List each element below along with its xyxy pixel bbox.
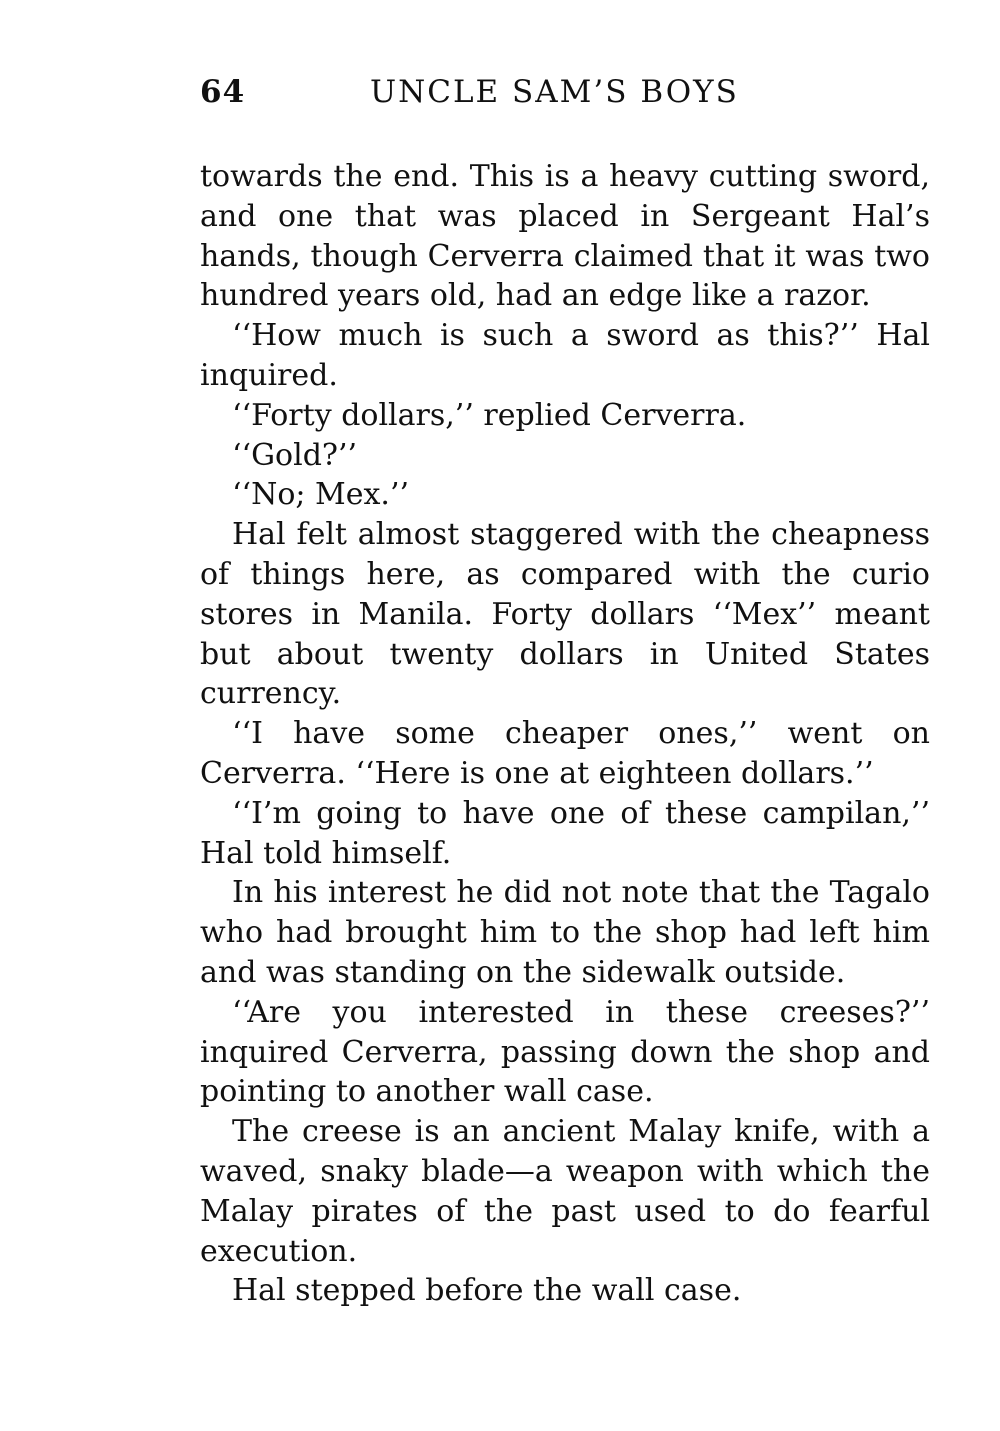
paragraph: ‘‘Gold?’’ [232,437,358,473]
paragraph: Hal felt almost staggered with the cheapness of things here, as compared with the curio stores in Manila. Forty dollars ‘‘Mex’’ meant but about twenty dollars in United States currency. [200,517,930,712]
body-text [200,157,930,1311]
paragraph: ‘‘Are you interested in these creeses?’’ inquired Cerverra, passing down the shop and pointing to another wall case. [200,994,930,1110]
running-title: UNCLE SAM’S BOYS [370,74,739,110]
paragraph: ‘‘Forty dollars,’’ replied Cerverra. [232,397,747,433]
page-number: 64 [200,74,246,110]
paragraph: ‘‘I’m going to have one of these campilan,’’ Hal told himself. [200,795,930,871]
paragraph: ‘‘No; Mex.’’ [232,477,410,513]
paragraph: ‘‘I have some cheaper ones,’’ went on Cerverra. ‘‘Here is one at eighteen dollars.’’ [200,716,930,791]
paragraph: The creese is an ancient Malay knife, with a waved, snaky blade—a weapon with which the Malay pirates of the past used to do fearful execution. [200,1114,930,1269]
paragraph: ‘‘How much is such a sword as this?’’ Hal inquired. [200,318,930,393]
page-header [200,74,930,118]
paragraph: In his interest he did not note that the Tagalo who had brought him to the shop had left him and was standing on the sidewalk outside. [200,875,930,990]
paragraph: towards the end. This is a heavy cutting sword, and one that was placed in Sergeant Hal’s hands, though Cerverra claimed that it was two hundred years old, had an edge like a razor. [200,159,930,314]
paragraph: Hal stepped before the wall case. [232,1273,742,1309]
